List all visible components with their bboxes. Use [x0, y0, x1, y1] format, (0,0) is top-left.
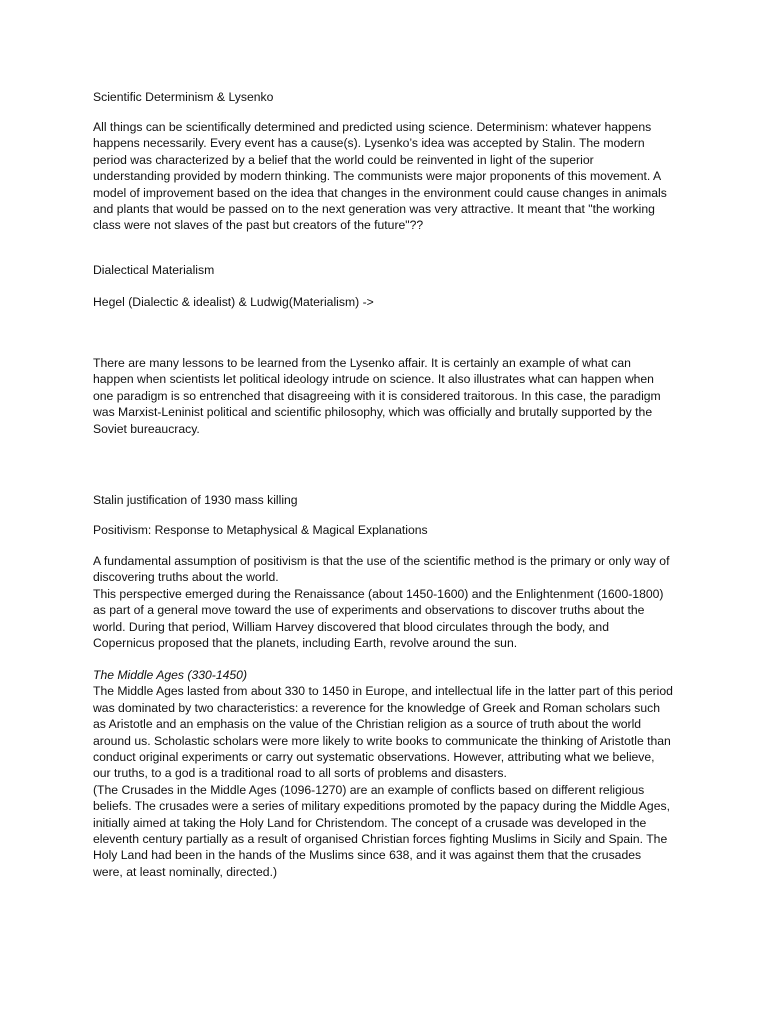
line-hegel-ludwig: Hegel (Dialectic & idealist) & Ludwig(Materialism) ->	[93, 295, 374, 309]
paragraph-middle-ages: The Middle Ages lasted from about 330 to 1450 in Europe, and intellectual life in the latter part of this period was dominated by two characteristics: a reverence for the knowledge of Greek and Roman scholars such as Aristotle and an emphasis on the value of the Christian religion as a source of truth about the world around us. Scholastic scholars were more likely to write books to communicate the thinking of Aristotle than conduct original experiments or carry out systematic observations. However, attributing what we believe, our truths, to a god is a traditional road to all sorts of problems and disasters.	[93, 684, 673, 781]
paragraph-determinism: All things can be scientifically determined and predicted using science. Determinism: whatever happens happens necessarily. Every event has a cause(s). Lysenko’s idea was accepted by Stalin. The modern period was characterized by a belief that the world could be reinvented in light of the superior understanding provided by modern thinking. The communists were major proponents of this movement. A model of improvement based on the idea that changes in the environment could cause changes in animals and plants that would be passed on to the next generation was very attractive. It meant that "the working class were not slaves of the past but creators of the future"??	[93, 120, 667, 233]
paragraph-positivism-history: This perspective emerged during the Renaissance (about 1450-1600) and the Enlightenment (1600-1800) as part of a general move toward the use of experiments and observations to discover truths about the world. During that period, William Harvey discovered that blood circulates through the body, and Copernicus proposed that the planets, including Earth, revolve around the sun.	[93, 586, 664, 651]
heading-determinism: Scientific Determinism & Lysenko	[93, 90, 274, 104]
heading-positivism: Positivism: Response to Metaphysical & Magical Explanations	[93, 523, 428, 537]
heading-middle-ages: The Middle Ages (330-1450)	[93, 668, 248, 682]
paragraph-crusades: (The Crusades in the Middle Ages (1096-1270) are an example of conflicts based on different religious beliefs. The crusades were a series of military expeditions promoted by the papacy during the Middle Ages, initially aimed at taking the Holy Land for Christendom. The concept of a crusade was developed in the eleventh century partially as a result of organised Christian forces fighting Muslims in Sicily and Spain. The Holy Land had been in the hands of the Muslims since 638, and it was against them that the crusades were, at least nominally, directed.)	[93, 782, 670, 879]
section-positivism-body	[93, 553, 673, 651]
heading-stalin-justification: Stalin justification of 1930 mass killing	[93, 493, 298, 507]
section-middle-ages	[93, 667, 673, 880]
heading-dialectical-materialism: Dialectical Materialism	[93, 263, 215, 277]
paragraph-positivism-assumption: A fundamental assumption of positivism is that the use of the scientific method is the primary or only way of discovering truths about the world.	[93, 554, 670, 585]
paragraph-lysenko-lessons: There are many lessons to be learned from the Lysenko affair. It is certainly an example of what can happen when scientists let political ideology intrude on science. It also illustrates what can happen when one paradigm is so entrenched that disagreeing with it is considered traitorous. In this case, the paradigm was Marxist-Leninist political and scientific philosophy, which was officially and brutally supported by the Soviet bureaucracy.	[93, 356, 661, 436]
